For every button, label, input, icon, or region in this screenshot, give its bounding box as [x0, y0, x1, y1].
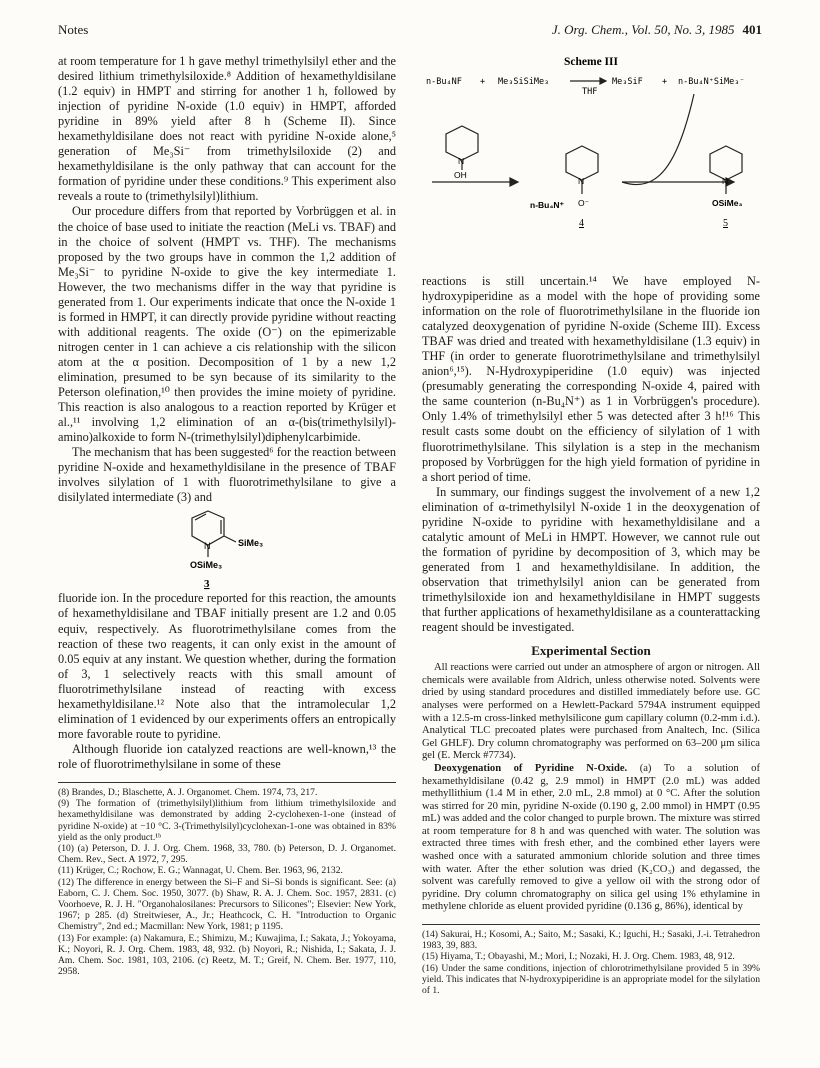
atom-n: N: [578, 176, 585, 186]
running-header: [58, 22, 762, 40]
left-column: [58, 54, 396, 977]
hydroxyl-label: OH: [454, 170, 467, 180]
structure-3-drawing: [58, 505, 396, 591]
footnote: (14) Sakurai, H.; Kosomi, A.; Saito, M.; Sasaki, K.; Iguchi, H.; Sasaki, J.-i. Tetrahedron 1983, 39, 883.: [422, 929, 760, 952]
footnote: (9) The formation of (trimethylsilyl)lithium from lithium trimethylsiloxide and hexamethyldisilane was demonstrated by adding 2-cyclohexen-1-one (instead of pyridine N-oxide) at −10 °C. 3-(Trimethylsilyl)cyclohexan-1-one was obtained in 83% yield as the only product.¹ᵇ: [58, 798, 396, 843]
paragraph: The mechanism that has been suggested⁶ for the reaction between pyridine N-oxide and hexamethyldisilane in the presence of TBAF involves silylation of 1 with fluorotrimethylsilane to give a disilylated intermediate (3) and: [58, 445, 396, 505]
product-silyl-anion: n-Bu₄N⁺SiMe₃⁻: [678, 77, 745, 87]
scheme-title: Scheme III: [564, 56, 618, 68]
right-column: [422, 54, 760, 996]
compound-number: 3: [204, 578, 210, 591]
sime3-label: SiMe₃: [238, 538, 264, 549]
condition-thf: THF: [582, 87, 598, 97]
page-number: 401: [742, 22, 762, 37]
paragraph: Although fluoride ion catalyzed reactions are well-known,¹³ the role of fluorotrimethylsilane in some of these: [58, 741, 396, 771]
footnote: (13) For example: (a) Nakamura, E.; Shimizu, M.; Kuwajima, I.; Sakata, J.; Yokoyama, K.; Noyori, R. J. Org. Chem. 1983, 48, 932. (b) Noyori, R.; Nishida, I.; Sakata, J. J. Am. Chem. Soc. 1981, 103, 2106. (c) Reetz, M. T.; Greif, N. Chem. Ber. 1977, 110, 2958.: [58, 932, 396, 978]
paragraph: reactions is still uncertain.¹⁴ We have employed N-hydroxypiperidine as a model with the hope of providing some information on the role of fluorotrimethylsilane in the fluoride ion catalyzed deoxygenation of pyridine N-oxide (Scheme III). Excess TBAF was dried and treated with hexamethyldisilane (1.3 equiv) in THF (in order to generate fluorotrimethylsilane and trimethylsilyl anion⁶,¹⁵). N-Hydroxypiperidine (1.0 equiv) was injected (presumably generating the corresponding N-oxide 4, paired with the same counterion (n-Bu₄N⁺) as 1 in Vorbrüggen's procedure). Only 1.4% of trimethylsilyl ether 5 was detected after 3 h!¹⁶ This result casts some doubt on the efficiency of silylation of 1 with fluorotrimethylsilane. This silylation is a step in the mechanism proposed by Vorbrüggen for the high yield formation of pyridine in a short period of time.: [422, 274, 760, 484]
scheme-iii-drawing: [422, 54, 760, 274]
atom-n: N: [204, 541, 211, 552]
paragraph: In summary, our findings suggest the involvement of a new 1,2 elimination of α-trimethylsilyl N-oxide 1 in the deoxygenation of pyridine N-oxide to pyridine with hexamethyldisilane and a catalytic amount of MeLi in HMPT. However, we cannot rule out the formation of pyridine by decomposition of 3, which may be generated from 1 and hexamethyldisilane. In addition, the observation that trimethylsilyl anion can be generated from trimethylsiloxide ion and hexamethyldisilane in HMPT suggests that further applications of hexamethyldisilane as a counterattacking reagent should be investigated.: [422, 484, 760, 635]
footnote: (11) Krüger, C.; Rochow, E. G.; Wannagat, U. Chem. Ber. 1963, 96, 2132.: [58, 865, 343, 877]
reactant-tbaf: n-Bu₄NF: [426, 77, 462, 87]
footnote: (10) (a) Peterson, D. J. J. Org. Chem. 1968, 33, 780. (b) Peterson, D. J. Organomet. Chem. Rev., Sect. A 1972, 7, 295.: [58, 842, 396, 866]
paragraph: All reactions were carried out under an atmosphere of argon or nitrogen. All chemicals were available from Aldrich, unless otherwise noted. Solvents were dried by using standard procedures and distilled immediately before use. GC analyses were performed on a Hewlett-Packard 5794A instrument equipped with a 12.5-m cross-linked methylsilicone gum capillary column (0.2-mm i.d.). Analytical TLC precoated plates were purchased from Analtech, Inc. (Silica Gel GHLF). Dry column chromatography was performed on 63–200 μm silica gel (E. Merck #7734).: [422, 662, 760, 762]
journal-citation: J. Org. Chem., Vol. 50, No. 3, 1985 401: [551, 22, 762, 37]
product-me3sif: Me₃SiF: [612, 77, 643, 87]
footnote: (16) Under the same conditions, injection of chlorotrimethylsilane provided 5 in 39% yield. This indicates that N-hydroxypiperidine is an appropriate model for the silylation of 1.: [422, 962, 760, 997]
plus-sign: +: [480, 77, 486, 87]
structure-3: [58, 505, 396, 591]
oxide-label: O⁻: [578, 198, 590, 208]
section-heading-experimental: Experimental Section: [531, 643, 651, 659]
footnote-separator: [58, 782, 396, 783]
compound-number-4: 4: [579, 218, 584, 229]
paragraph: fluoride ion. In the procedure reported for this reaction, the amounts of hexamethyldisilane and TBAF initially present are 1.2 and 0.05 equiv, respectively. As fluorotrimethylsilane comes from the reaction of these two reagents, it can only exist in the amount of 0.05 equiv at any instant. We question whether, during the formation of 3, 1 selectively reacts with this small amount of fluorotrimethylsilane instead of reacting with excess hexamethyldisilane.¹² Note also that the intramolecular 1,2 elimination of 1 evidenced by our experiments offers an entropically more favorable route to pyridine.: [58, 591, 396, 741]
paragraph: Deoxygenation of Pyridine N-Oxide. (a) To a solution of hexamethyldisilane (0.42 g, 2.9 mmol) in HMPT (2.0 mL) was added methyllithium (1.4 M in ether, 2.0 mL, 2.8 mmol) at 0 °C. After the solution was stirred for 20 min, pyridine N-oxide (0.190 g, 2.00 mmol) in HMPT (0.95 mL) was added and the color changed to purple brown. The mixture was stirred at room temperature for 8 h and was quenched with water. The solution was extracted three times with fresh ether, and the combined ether layers were washed once with a saturated ammonium chloride solution and three times with water. After the ether solution was dried (K₂CO₃) and degassed, the solvent was carefully removed to give a yellow oil with the strong odor of pyridine. Dry column chromatography on silica gel using 1% ethylamine in methylene chloride as eluent provided pyridine (0.136 g, 86%), identical by: [422, 762, 760, 913]
footnotes-left: [58, 787, 396, 977]
osime3-label: OSiMe₃: [712, 198, 743, 208]
procedure-heading: Deoxygenation of Pyridine N-Oxide.: [434, 762, 628, 774]
footnote: (8) Brandes, D.; Blaschette, A. J. Organomet. Chem. 1974, 73, 217.: [58, 786, 318, 798]
footnote: (15) Hiyama, T.; Obayashi, M.; Mori, I.; Nozaki, H. J. Org. Chem. 1983, 48, 912.: [422, 951, 735, 963]
scheme-iii: [422, 54, 760, 274]
reactant-disilane: Me₃SiSiMe₃: [498, 77, 550, 87]
experimental-text: [422, 662, 760, 914]
atom-n: N: [722, 176, 729, 186]
paragraph: at room temperature for 1 h gave methyl trimethylsilyl ether and the desired lithium trimethylsiloxide.⁸ Addition of hexamethyldisilane (1.2 equiv) in HMPT and stirring for another 1 h, followed by injection of pyridine N-oxide (1.0 equiv) in HMPT, afforded pyridine in 89% yield after 8 h (Scheme II). Since hexamethyldisilane does not react with pyridine N-oxide alone,⁵ generation of Me₃Si⁻ from trimethylsiloxide (2) and hexamethyldisilane is the only pathway that can account for the formation of pyridine under these conditions.⁹ This experiment also reveals a route to (trimethylsilyl)lithium.: [58, 54, 396, 204]
footnote: (12) The difference in energy between the Si–F and Si–Si bonds is significant. See: (a) Eaborn, C. J. Chem. Soc. 1950, 3077. (b) Shaw, R. A. J. Chem. Soc. 1957, 2831. (c) Voorhoeve, R. J. H. "Organohalosilanes: Precursors to Silicones"; Elsevier: New York, 1967; p 285. (d) Streitwieser, A., Jr.; Heathcock, C. H. "Introduction to Organic Chemistry", 2nd ed.; Macmillan: New York, 1981; p 1195.: [58, 876, 396, 933]
osime3-label: OSiMe₃: [190, 560, 223, 571]
cation-label: n-Bu₄N⁺: [530, 200, 565, 210]
paragraph: Our procedure differs from that reported by Vorbrüggen et al. in the choice of base used to initiate the reaction (MeLi vs. TBAF) and in the choice of solvent (HMPT vs. THF). The mechanisms proposed by the two groups have in common the 1,2 addition of Me₃Si⁻ to pyridine N-oxide to give the key intermediate 1. However, the two mechanisms differ in the way that pyridine is generated from 1. Our experiments indicate that once the N-oxide 1 is formed in HMPT, it can directly provide pyridine without reacting with additional reagents. The oxide (O⁻) on the epimerizable nitrogen center in 1 can achieve a cis relationship with the silicon atom at the α position. Decomposition of 1 by a new 1,2 elimination, presumed to be syn because of its similarity to the Peterson olefination,¹⁰ then provides the imine moiety of pyridine. This reaction is also analogous to a reaction reported by Krüger et al.,¹¹ involving 1,2 elimination of an α-(bis(trimethylsilyl)-amino)alkoxide to form N-(trimethylsilyl)diphenylcarbimide.: [58, 204, 396, 445]
footnote-separator: [422, 924, 760, 925]
compound-number-5: 5: [723, 218, 728, 229]
atom-n: N: [458, 156, 465, 166]
footnotes-right: [422, 929, 760, 996]
plus-sign: +: [662, 77, 668, 87]
section-name: Notes: [58, 22, 89, 37]
